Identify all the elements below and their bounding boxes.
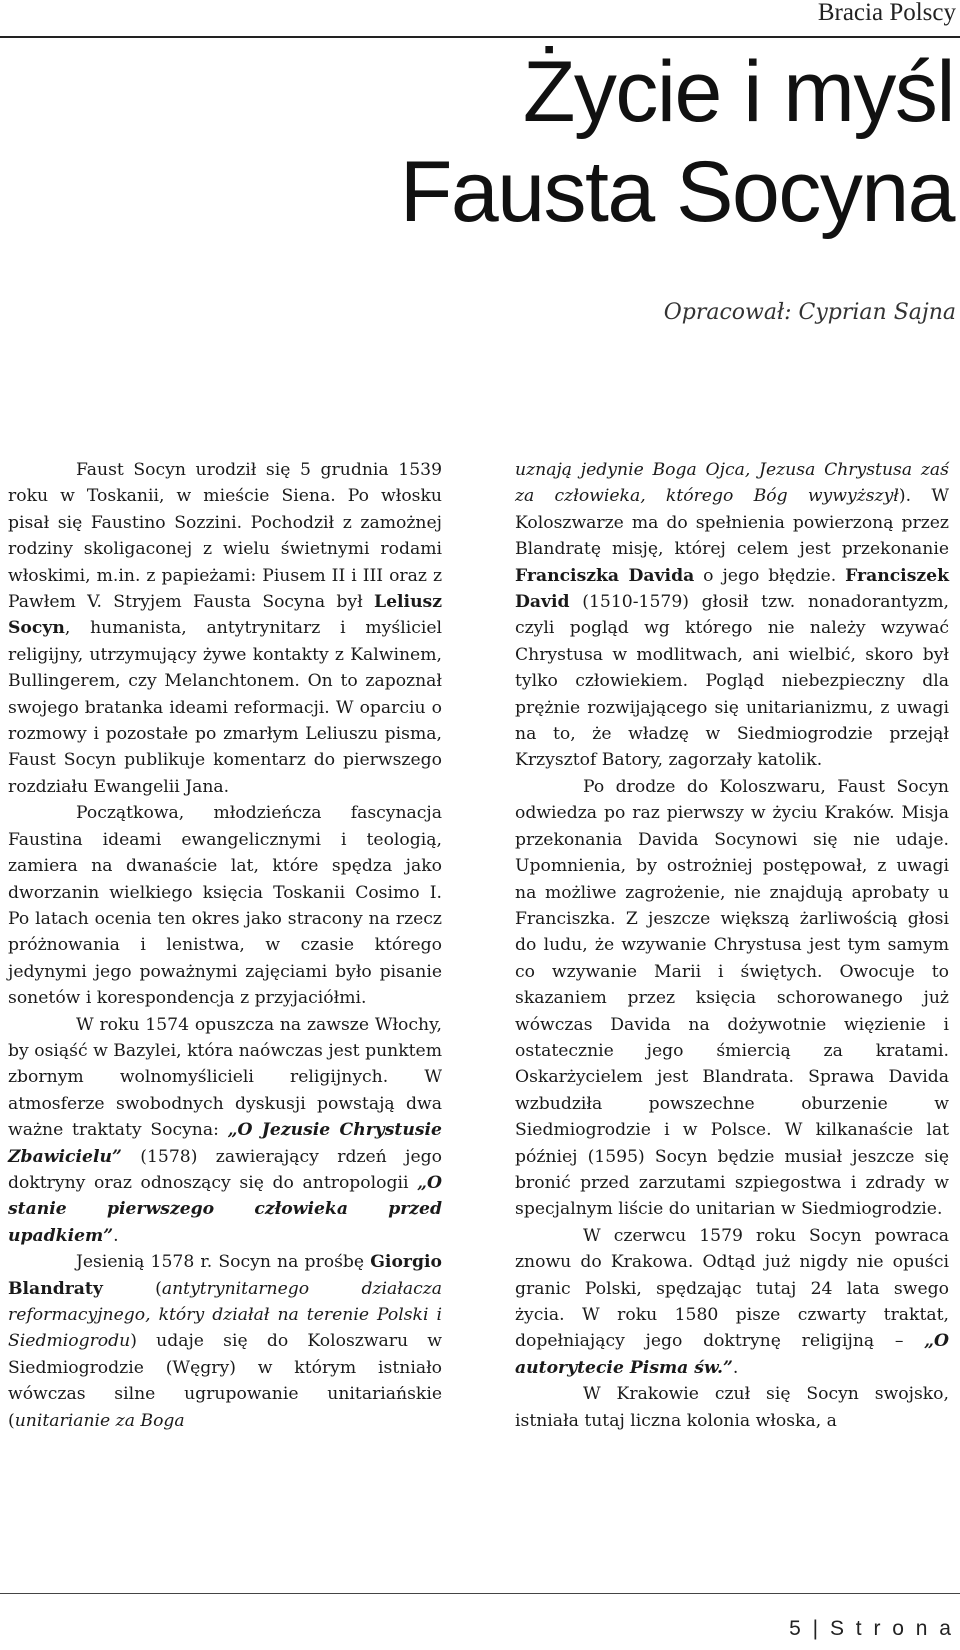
- text-run: (1578) zawierający rdzeń jego doktryny oraz odnoszący się do antropologii: [8, 1146, 442, 1193]
- author-credit: Opracował: Cyprian Sajna: [663, 300, 956, 325]
- text-run: ) udaje się do Koloszwaru w Siedmiogrodzie (Węgry) w którym istniało wówczas silne ugrupowanie unitariańskie (: [8, 1331, 442, 1431]
- left-column: [8, 457, 442, 1434]
- paragraph: [8, 1012, 442, 1250]
- text-run: Jesienią 1578 r. Socyn na prośbę: [76, 1252, 371, 1273]
- text-run: .: [113, 1225, 119, 1246]
- bold-name: Leliusz Socyn: [8, 592, 442, 639]
- header-rule: [0, 36, 960, 38]
- title-line-2: Fausta Socyna: [399, 144, 954, 240]
- bold-name: Franciszek David: [515, 565, 949, 613]
- text-run: (: [102, 1278, 162, 1299]
- text-run: o jego błędzie.: [694, 565, 846, 586]
- title-line-1: Życie i myśl: [522, 44, 954, 140]
- paragraph: Po drodze do Koloszwaru, Faust Socyn odwiedza po raz pierwszy w życiu Kraków. Misja przekonania Davida Socynowi się nie udaje. Upomnienia, by ostrożniej postępował, z uwagi na możliwe zagrożenie, nie znajdują aprobaty u Franciszka. Z jeszcze większą żarliwością głosi do ludu, że wzywanie Chrystusa jest tym samym co wzywanie Marii i świętych. Owocuje to skazaniem przez księcia schorowanego już wówczas Davida na dożywotnie więzienie i ostatecznie jego śmiercią za kratami. Oskarżycielem jest Blandrata. Sprawa Davida wzbudziła powszechne oburzenie w Siedmiogrodzie i w Polsce. W kilkanaście lat później (1595) Socyn będzie musiał jeszcze się bronić przed zarzutami szpiegostwa i zdrady w specjalnym liście do unitarian w Siedmiogrodzie.: [515, 776, 949, 1220]
- paragraph: [515, 457, 949, 774]
- text-run: ). W Koloszwarze ma do spełnienia powierzoną przez Blandratę misję, której celem jest przekonanie: [515, 486, 949, 560]
- paragraph: [8, 457, 442, 800]
- text-run: W czerwcu 1579 roku Socyn powraca znowu do Krakowa. Odtąd już nigdy nie opuści granic Polski, spędzając tutaj 24 lata swego życia. W roku 1580 pisze czwarty traktat, dopełniający jego doktrynę religijną –: [515, 1225, 949, 1352]
- paragraph: W Krakowie czuł się Socyn swojsko, istniała tutaj liczna kolonia włoska, a: [515, 1384, 949, 1431]
- treatise-title: „O Jezusie Chrystusie Zbawicielu”: [8, 1120, 442, 1167]
- right-column: [515, 457, 949, 1434]
- text-run: .: [732, 1357, 739, 1378]
- text-run: , humanista, antytrynitarz i myśliciel religijny, utrzymujący żywe kontakty z Kalwinem, Bullingerem, czy Melanchtonem. On to zapoznał swojego bratanka ideami reformacji. W oparciu o rozmowy i pozostałe po zmarłym Leliuszu pisma, Faust Socyn publikuje komentarz do pierwszego rozdziału Ewangelii Jana.: [8, 618, 442, 797]
- bold-name: Franciszka Davida: [515, 565, 695, 586]
- treatise-title: „O stanie pierwszego człowieka przed upadkiem”: [8, 1172, 442, 1246]
- italic-run: uznają jedynie Boga Ojca, Jezusa Chrystusa zaś za człowieka, którego Bóg wywyższył: [515, 460, 949, 507]
- footer-rule: [0, 1593, 960, 1594]
- paragraph: [515, 1223, 949, 1381]
- text-run: W roku 1574 opuszcza na zawsze Włochy, by osiąść w Bazylei, która naówczas jest punktem zbornym wolnomyślicieli religijnych. W atmosferze swobodnych dyskusji powstają dwa ważne traktaty Socyna:: [8, 1014, 442, 1141]
- text-run: (1510-1579) głosił tzw. nonadorantyzm, czyli pogląd wg którego nie należy wzywać Chrystusa w modlitwach, ani wielbić, skoro był tylko człowiekiem. Pogląd niebezpieczny dla prężnie rozwijającego się unitarianizmu, z uwagi na to, że władzę w Siedmiogrodzie przejął Krzysztof Batory, zagorzały katolik.: [515, 592, 949, 771]
- bold-name: Giorgio Blandraty: [8, 1252, 442, 1299]
- running-head: Bracia Polscy: [817, 0, 956, 26]
- paragraph: [8, 1249, 442, 1434]
- article-title: [400, 42, 954, 242]
- treatise-title: „O autorytecie Pisma św.”: [515, 1331, 949, 1378]
- text-run: Faust Socyn urodził się 5 grudnia 1539 roku w Toskanii, w mieście Siena. Po włosku pisał się Faustino Sozzini. Pochodził z zamożnej rodziny skoligaconej z wielu świetnymi rodami włoskimi, m.in. z papieżami: Piusem II i III oraz z Pawłem V. Stryjem Fausta Socyna był: [8, 460, 442, 613]
- italic-run: unitarianie za Boga: [14, 1410, 185, 1431]
- page-number: 5 | S t r o n a: [789, 1617, 954, 1640]
- paragraph: Początkowa, młodzieńcza fascynacja Faustina ideami ewangelicznymi i teologią, zamiera na dwanaście lat, które spędza jako dworzanin wielkiego księcia Toskanii Cosimo I. Po latach ocenia ten okres jako stracony na rzecz próżnowania i lenistwa, w czasie którego jedynymi jego poważnymi zajęciami było pisanie sonetów i korespondencja z przyjaciółmi.: [8, 803, 442, 1009]
- italic-run: antytrynitarnego działacza reformacyjnego, który działał na terenie Polski i Siedmiogrodu: [8, 1278, 442, 1352]
